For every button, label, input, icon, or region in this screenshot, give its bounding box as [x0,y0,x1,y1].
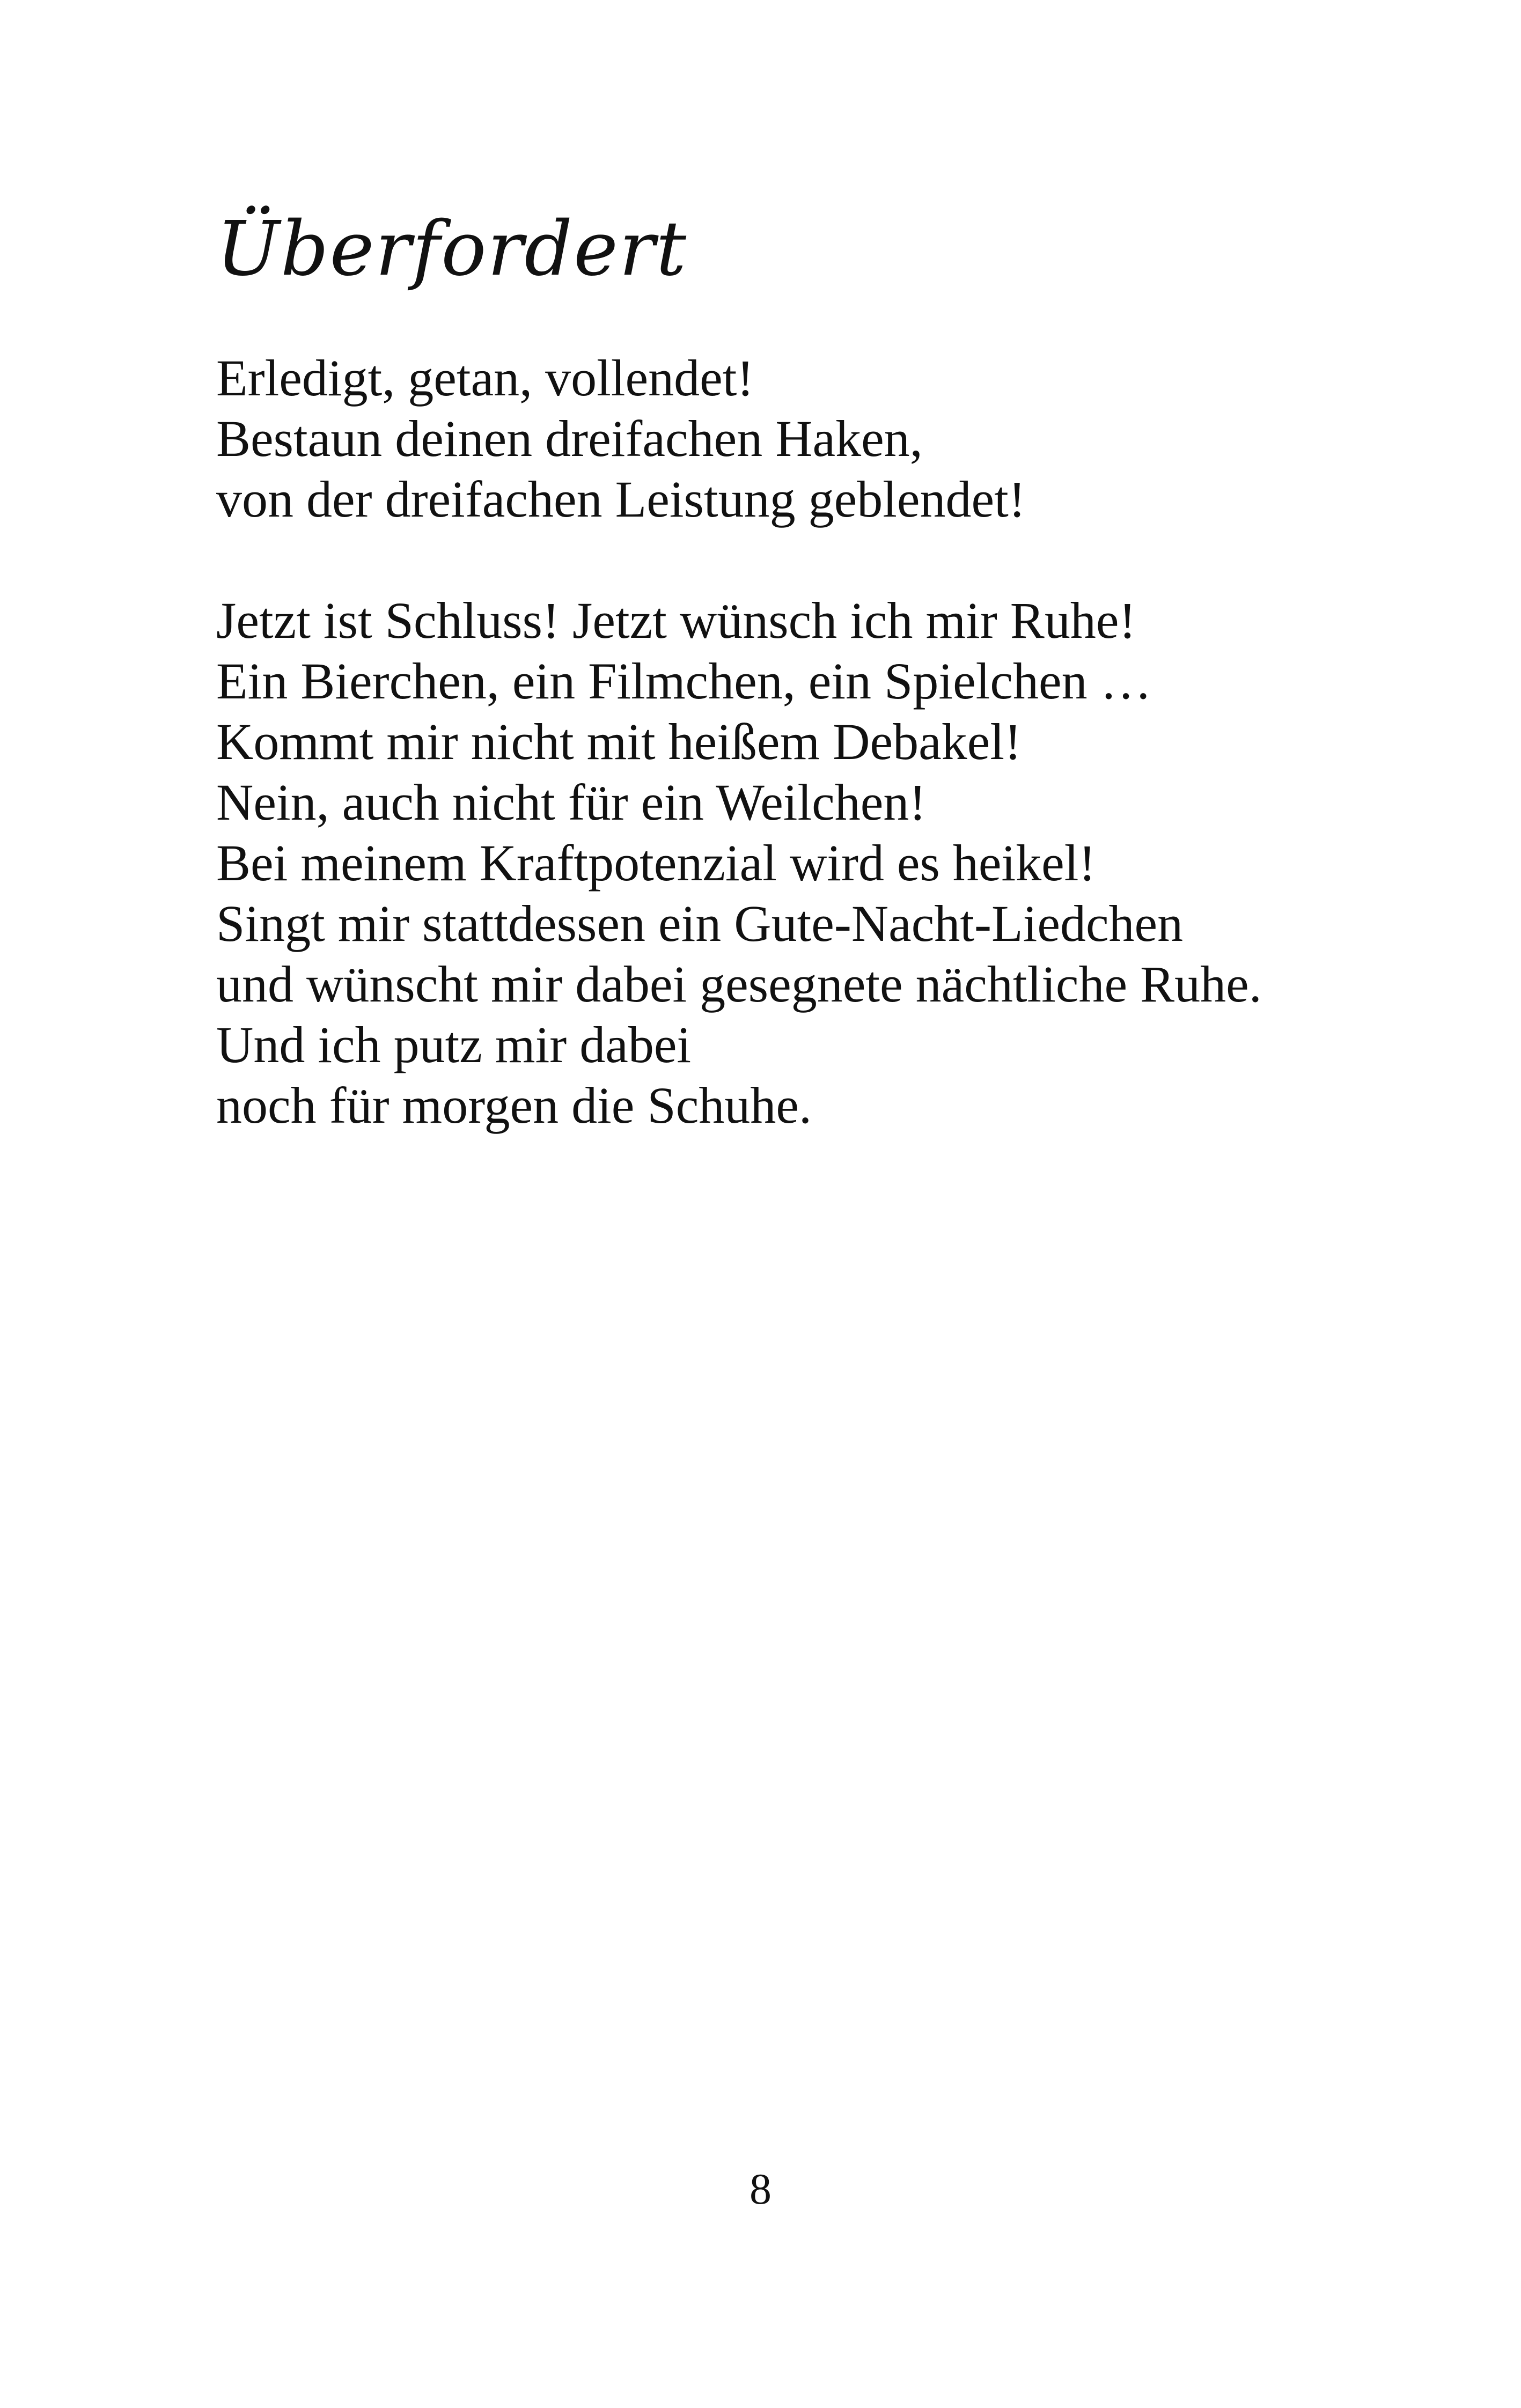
page-number: 8 [750,2164,771,2213]
poem-line: noch für morgen die Schuhe. [216,1077,812,1134]
poem-line: Nein, auch nicht für ein Weilchen! [216,774,927,831]
stanza-1 [216,348,1397,529]
stanza-2 [216,590,1397,1136]
poem-body [216,348,1397,1136]
poem-line: und wünscht mir dabei gesegnete nächtliche Ruhe. [216,955,1262,1013]
poem-line: Jetzt ist Schluss! Jetzt wünsch ich mir Ruhe! [216,592,1136,649]
poem-line: Singt mir stattdessen ein Gute-Nacht-Liedchen [216,895,1184,952]
poem-line: Bestaun deinen dreifachen Haken, [216,410,923,467]
poem-line: Erledigt, getan, vollendet! [216,349,754,407]
poem-line: Kommt mir nicht mit heißem Debakel! [216,713,1022,770]
poem-title: Überfordert [216,205,688,293]
poem-line: von der dreifachen Leistung geblendet! [216,470,1026,528]
poem-line: Ein Bierchen, ein Filmchen, ein Spielchen … [216,652,1152,710]
poem-line: Und ich putz mir dabei [216,1016,692,1073]
poem-line: Bei meinem Kraftpotenzial wird es heikel! [216,834,1096,892]
